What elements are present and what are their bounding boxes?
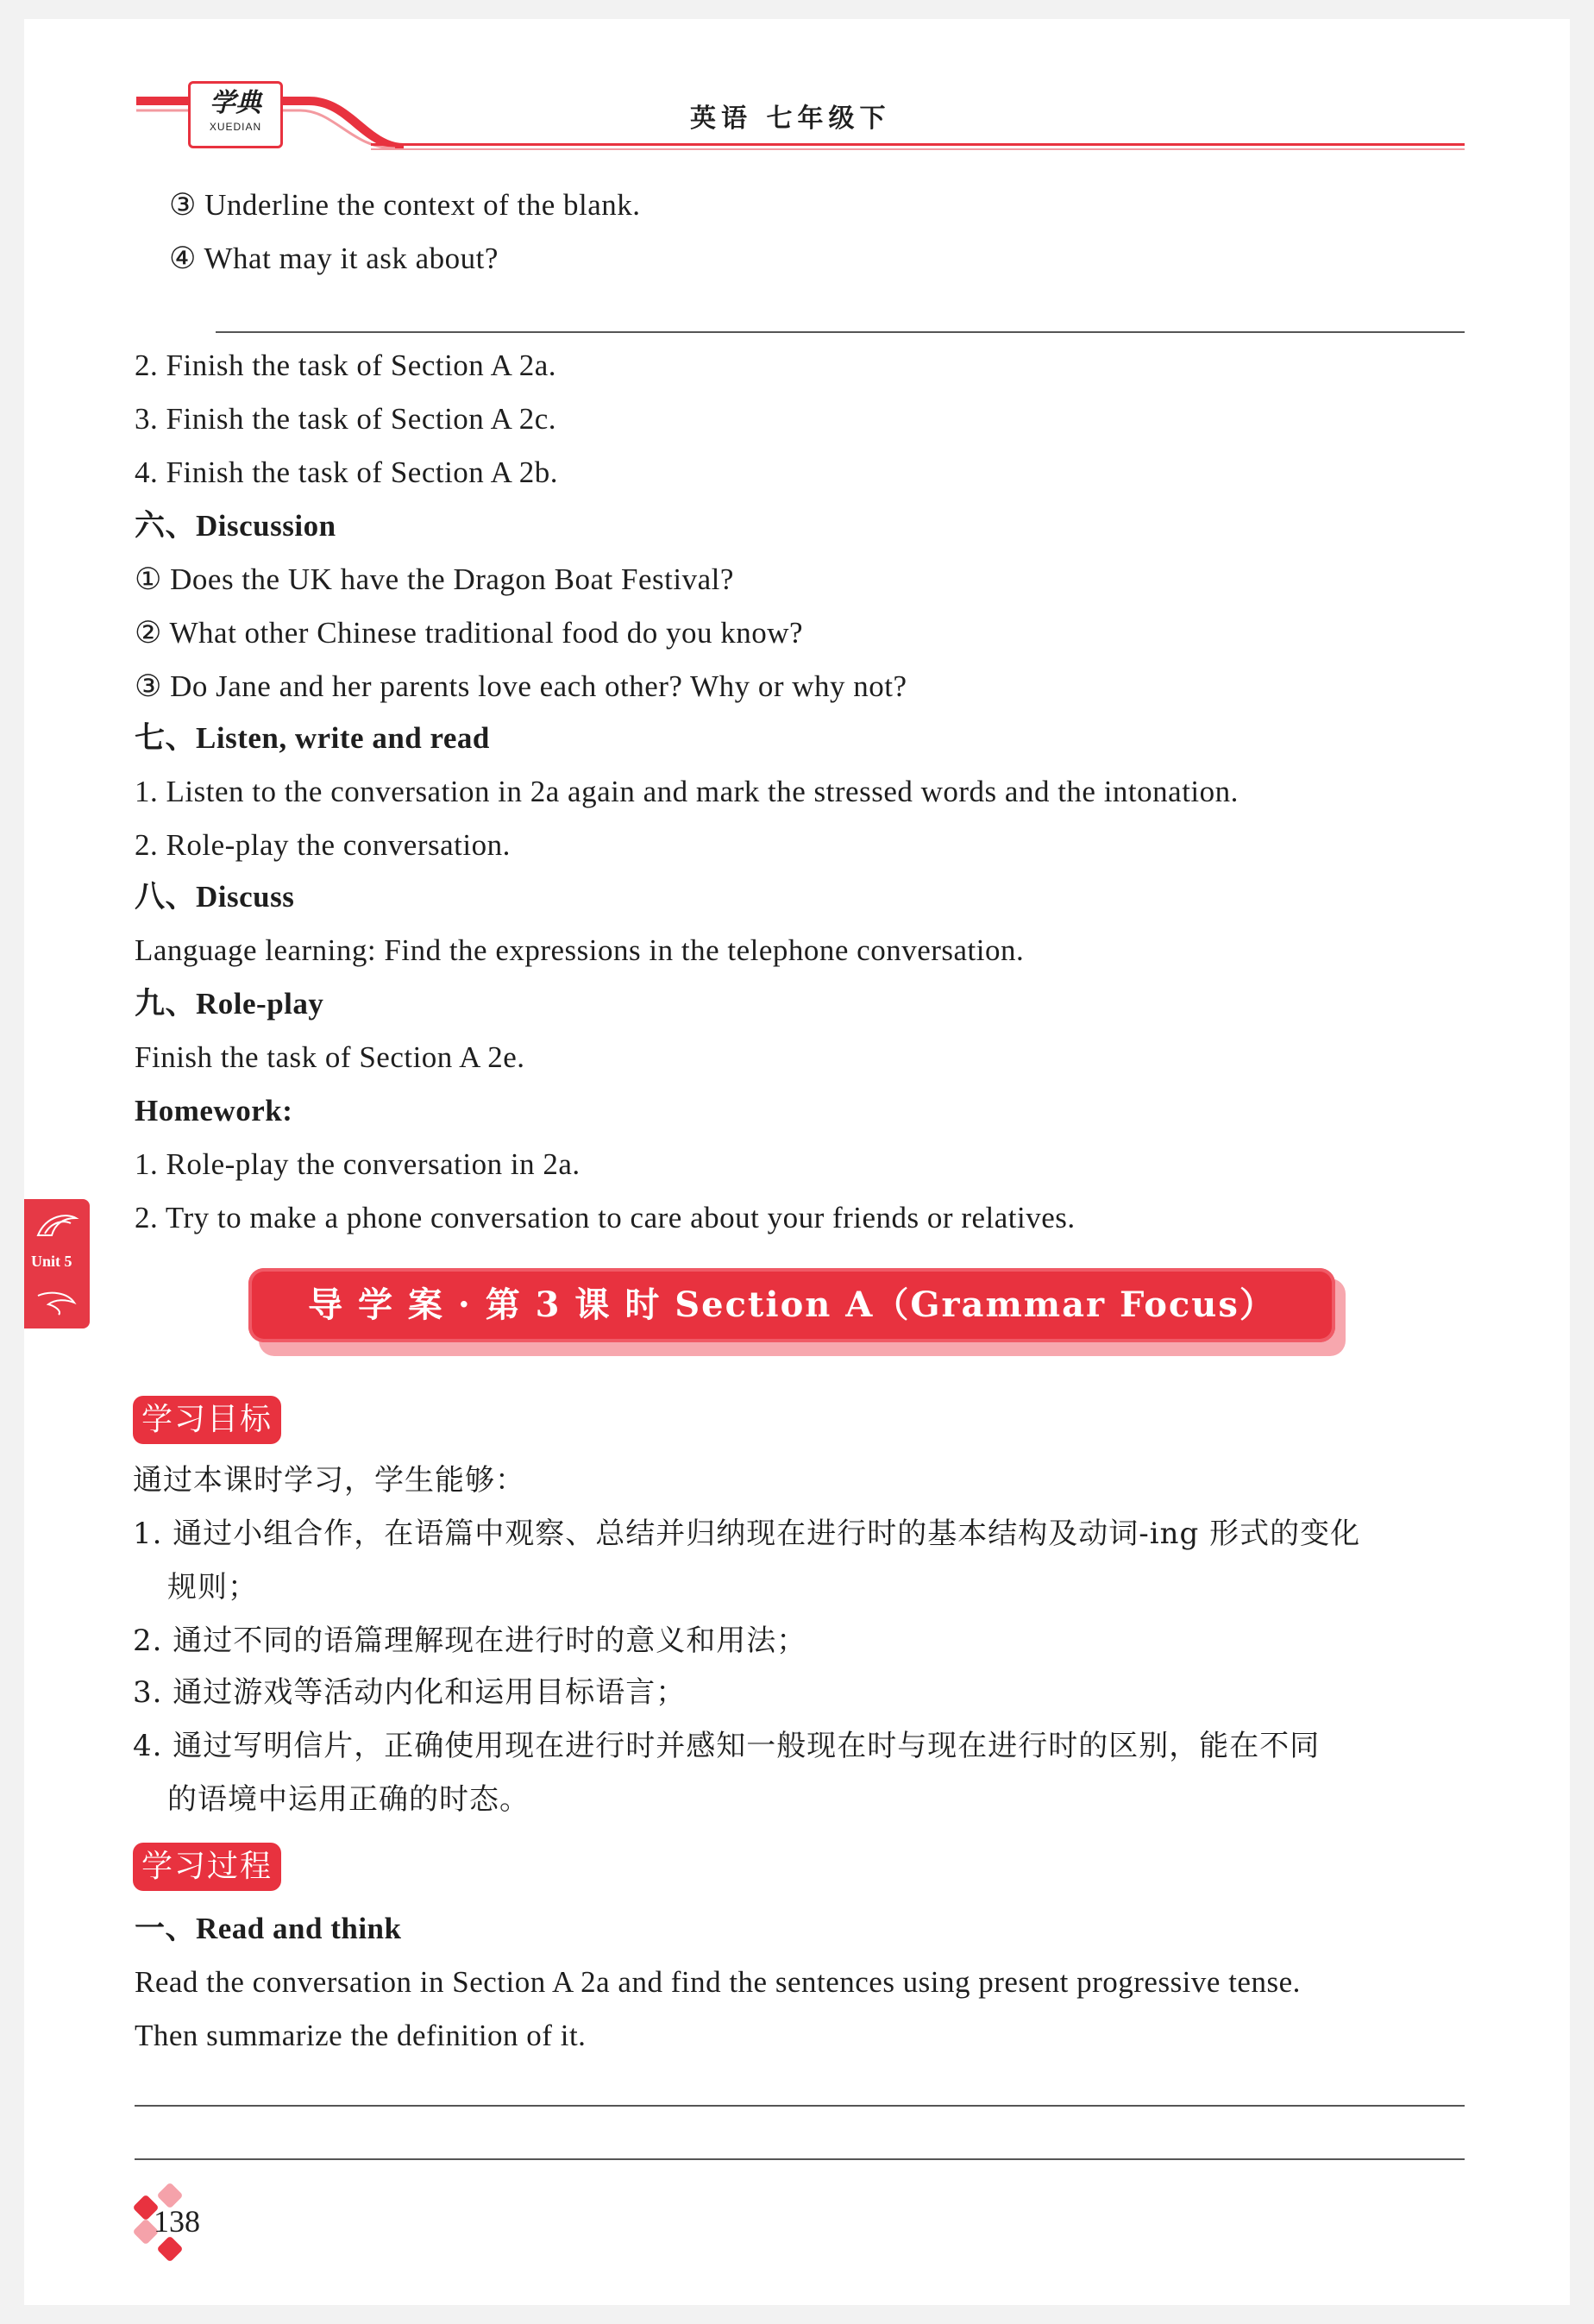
section-text: Then summarize the definition of it. (135, 2019, 587, 2052)
homework-heading: Homework: (135, 1094, 293, 1127)
list-item: ② What other Chinese traditional food do you know? (135, 616, 804, 650)
goal-item-cont: 的语境中运用正确的时态。 (167, 1782, 530, 1817)
lesson-banner (248, 1268, 1335, 1342)
section-heading-roleplay: 九、Role-play (135, 987, 324, 1021)
task-item: 4. Finish the task of Section A 2b. (135, 455, 558, 489)
xuedian-logo (188, 81, 283, 148)
answer-line (135, 2105, 1465, 2107)
list-item: 2. Role-play the conversation. (135, 828, 511, 862)
section-text: Language learning: Find the expressions in the telephone conversation. (135, 933, 1025, 967)
goal-item: 1. 通过小组合作，在语篇中观察、总结并归纳现在进行时的基本结构及动词-ing 形式的变化 (133, 1517, 1361, 1551)
section-text: Read the conversation in Section A 2a and find the sentences using present progressive tense. (135, 1965, 1301, 1999)
process-tag: 学习过程 (133, 1843, 281, 1891)
header-rule-light (371, 148, 1465, 150)
task-item: 2. Finish the task of Section A 2a. (135, 349, 557, 382)
list-item: 2. Try to make a phone conversation to care about your friends or relatives. (135, 1201, 1076, 1234)
section-heading-read-think: 一、Read and think (135, 1912, 402, 1945)
banner-title: 导 学 案 · 第 3 课 时 Section A（Grammar Focus） (308, 1284, 1276, 1325)
section-heading-discussion: 六、Discussion (135, 509, 336, 543)
unit-label: Unit 5 (31, 1253, 72, 1270)
logo-cn: 学典 (210, 88, 261, 118)
swirl-ornament-icon (33, 1287, 81, 1318)
task-item: 3. Finish the task of Section A 2c. (135, 402, 557, 436)
answer-line (216, 331, 1465, 333)
unit-side-tab (24, 1199, 90, 1328)
book-title: 英语 七年级下 (690, 104, 891, 134)
wing-ornament-icon (33, 1209, 81, 1244)
goal-item: 2. 通过不同的语篇理解现在进行时的意义和用法； (133, 1624, 807, 1658)
section-heading-discuss: 八、Discuss (135, 880, 295, 914)
logo-en: XUEDIAN (209, 121, 262, 133)
header-rule (371, 143, 1465, 146)
list-item: ③ Do Jane and her parents love each other? Why or why not? (135, 669, 907, 703)
goal-item: 3. 通过游戏等活动内化和运用目标语言； (133, 1675, 687, 1710)
goal-item-cont: 规则； (167, 1570, 258, 1605)
goals-intro: 通过本课时学习，学生能够： (133, 1463, 525, 1498)
list-item: ④ What may it ask about? (169, 242, 499, 275)
section-text: Finish the task of Section A 2e. (135, 1040, 525, 1074)
list-item: 1. Listen to the conversation in 2a again and mark the stressed words and the intonation. (135, 775, 1239, 808)
answer-line (135, 2158, 1465, 2160)
section-heading-listen: 七、Listen, write and read (135, 721, 490, 755)
list-item: 1. Role-play the conversation in 2a. (135, 1147, 580, 1181)
list-item: ① Does the UK have the Dragon Boat Festival? (135, 562, 734, 596)
goal-item: 4. 通过写明信片，正确使用现在进行时并感知一般现在时与现在进行时的区别，能在不同 (133, 1729, 1321, 1763)
header-band-left (136, 97, 188, 102)
list-item: ③ Underline the context of the blank. (169, 188, 641, 222)
goals-tag: 学习目标 (133, 1396, 281, 1444)
page-number: 138 (154, 2204, 200, 2239)
